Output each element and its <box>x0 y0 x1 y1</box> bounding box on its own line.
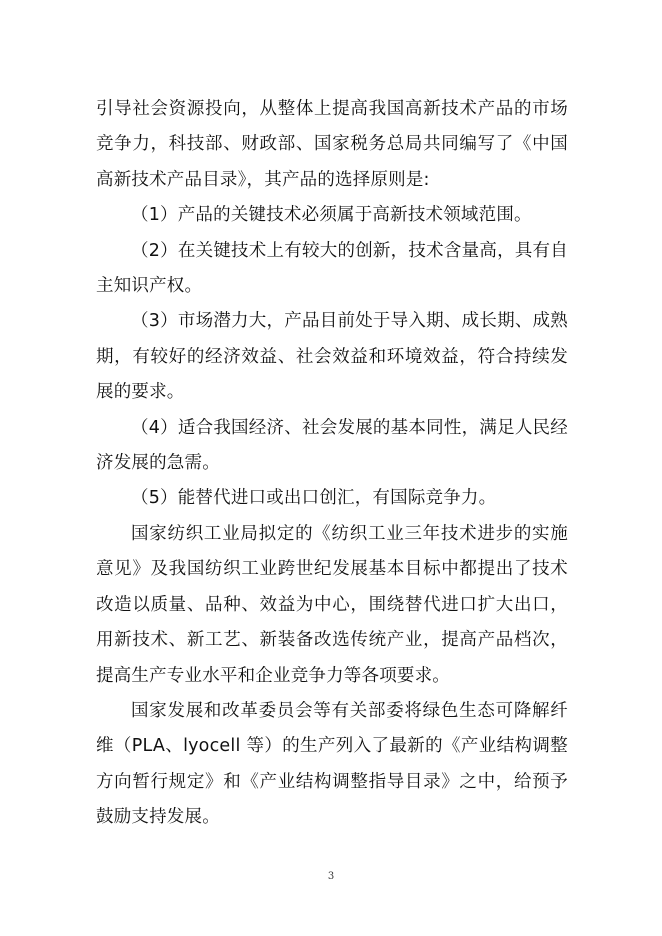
paragraph-principle-3: （3）市场潜力大，产品目前处于导入期、成长期、成熟期，有较好的经济效益、社会效益和环境效益，符合持续发展的要求。 <box>96 311 568 403</box>
page-number: 3 <box>327 871 335 882</box>
paragraph-principle-5: （5）能替代进口或出口创汇，有国际竞争力。 <box>131 488 497 509</box>
paragraph-principle-1: （1）产品的关键技术必须属于高新技术领域范围。 <box>131 205 532 226</box>
paragraph-intro: 引导社会资源投向，从整体上提高我国高新技术产品的市场竞争力，科技部、财政部、国家税务总局共同编写了《中国高新技术产品目录》，其产品的选择原则是: <box>96 99 568 190</box>
paragraph-principle-4: （4）适合我国经济、社会发展的基本同性，满足人民经济发展的急需。 <box>96 417 568 474</box>
body-text <box>96 92 568 836</box>
paragraph-textile-bureau: 国家纺织工业局拟定的《纺织工业三年技术进步的实施意见》及我国纺织工业跨世纪发展基本目标中都提出了技术改造以质量、品种、效益为中心，围绕替代进口扩大出口，用新技术、新工艺、新装备改选传统产业，提高产品档次，提高生产专业水平和企业竞争力等各项要求。 <box>96 523 568 686</box>
paragraph-principle-2: （2）在关键技术上有较大的创新，技术含量高，具有自主知识产权。 <box>96 240 568 297</box>
paragraph-ndrc: 国家发展和改革委员会等有关部委将绿色生态可降解纤维（PLA、lyocell 等）的生产列入了最新的《产业结构调整方向暂行规定》和《产业结构调整指导目录》之中，给预予鼓励支持发展。 <box>96 700 568 828</box>
